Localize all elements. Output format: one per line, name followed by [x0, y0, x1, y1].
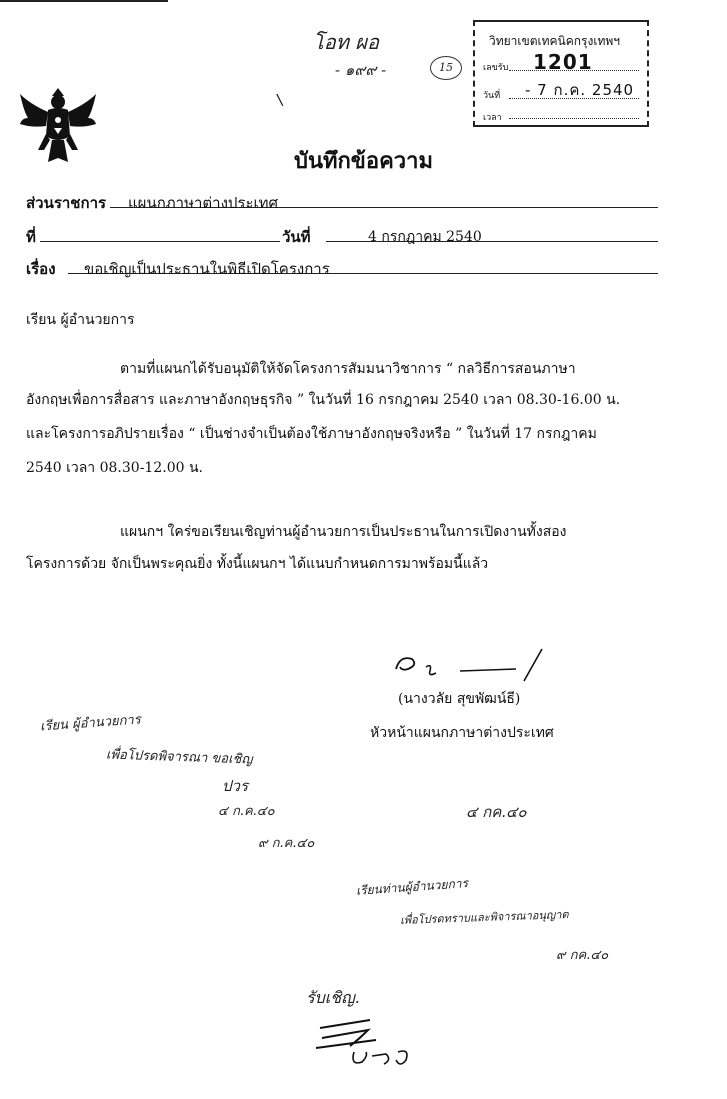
ref-field	[26, 225, 36, 249]
ref-label: ที่	[26, 228, 36, 246]
stamp-date-label: วันที่	[483, 91, 501, 101]
agency-value: แผนกภาษาต่างประเทศ	[128, 194, 279, 212]
director-signature-icon	[310, 1012, 430, 1072]
handwritten-note-left-1: เรียน ผู้อำนวยการ	[39, 712, 142, 735]
subject-value: ขอเชิญเป็นประธานในพิธีเปิดโครงการ	[84, 260, 330, 278]
handwritten-note-lower-1: เรียนท่านผู้อำนวยการ	[355, 876, 469, 898]
handwritten-slash-mark: \	[273, 89, 286, 110]
paragraph-2-line-2: โครงการด้วย จักเป็นพระคุณยิ่ง ทั้งนี้แผนกฯ ได้แนบกำหนดการมาพร้อมนี้แล้ว	[26, 556, 489, 572]
handwritten-note-left-4: ๔ ก.ค.๔๐	[218, 804, 275, 819]
stamp-number-value: 1201	[533, 50, 593, 74]
handwritten-reference: โอท ผอ	[313, 30, 380, 54]
stamp-date-row	[483, 88, 509, 102]
signer-title: หัวหน้าแผนกภาษาต่างประเทศ	[370, 725, 554, 741]
stamp-time-label: เวลา	[483, 113, 502, 123]
stamp-date-value: - 7 ก.ค. 2540	[525, 81, 635, 99]
ref-underline	[40, 241, 280, 242]
paragraph-1-line-2: อังกฤษเพื่อการสื่อสาร และภาษาอังกฤษธุรกิจ ” ในวันที่ 16 กรกฎาคม 2540 เวลา 08.30-16.00 น.	[26, 392, 621, 408]
handwritten-note-right-1: ๔ กค.๔๐	[466, 803, 527, 821]
top-border-line	[0, 0, 168, 2]
paragraph-2-line-1: แผนกฯ ใคร่ขอเรียนเชิญท่านผู้อำนวยการเป็นประธานในการเปิดงานทั้งสอง	[120, 524, 567, 540]
handwritten-note-left-3: ปวร	[222, 777, 249, 795]
handwritten-note-left-2: เพื่อโปรดพิจารณา ขอเชิญ	[105, 747, 253, 768]
handwritten-note-lower-2: เพื่อโปรดทราบและพิจารณาอนุญาต	[399, 908, 569, 927]
circled-number: 15	[430, 56, 462, 80]
date-field	[282, 225, 311, 249]
handwritten-note-bottom-1: รับเชิญ.	[306, 988, 360, 1007]
stamp-time-row	[483, 110, 509, 124]
date-value: 4 กรกฎาคม 2540	[368, 229, 482, 245]
stamp-time-line	[509, 118, 639, 119]
signature-icon	[392, 645, 552, 685]
subject-label: เรื่อง	[26, 260, 56, 278]
subject-field	[26, 257, 56, 281]
paragraph-1-line-3: และโครงการอภิปรายเรื่อง “ เป็นช่างจำเป็นต้องใช้ภาษาอังกฤษจริงหรือ ” ในวันที่ 17 กรกฎาคม	[26, 426, 597, 442]
salutation: เรียน ผู้อำนวยการ	[26, 312, 135, 328]
handwritten-reference-number: - ๑๙๙ -	[335, 61, 387, 79]
signer-name: (นางวลัย สุขพัฒน์ธี)	[398, 691, 521, 707]
paragraph-1-line-4: 2540 เวลา 08.30-12.00 น.	[26, 460, 203, 476]
agency-field	[26, 191, 106, 215]
memo-title: บันทึกข้อความ	[293, 148, 433, 174]
handwritten-note-lower-3: ๙ กค.๔๐	[556, 948, 609, 963]
paragraph-1-line-1: ตามที่แผนกได้รับอนุมัติให้จัดโครงการสัมมนาวิชาการ “ กลวิธีการสอนภาษา	[120, 361, 576, 377]
receipt-stamp	[473, 20, 649, 127]
date-label: วันที่	[282, 228, 311, 246]
handwritten-note-left-5: ๙ ก.ค.๔๐	[258, 836, 315, 851]
stamp-organization: วิทยาเขตเทคนิคกรุงเทพฯ	[489, 34, 621, 48]
agency-label: ส่วนราชการ	[26, 194, 107, 212]
stamp-number-row	[483, 60, 509, 74]
stamp-number-label: เลขรับ	[483, 63, 509, 73]
